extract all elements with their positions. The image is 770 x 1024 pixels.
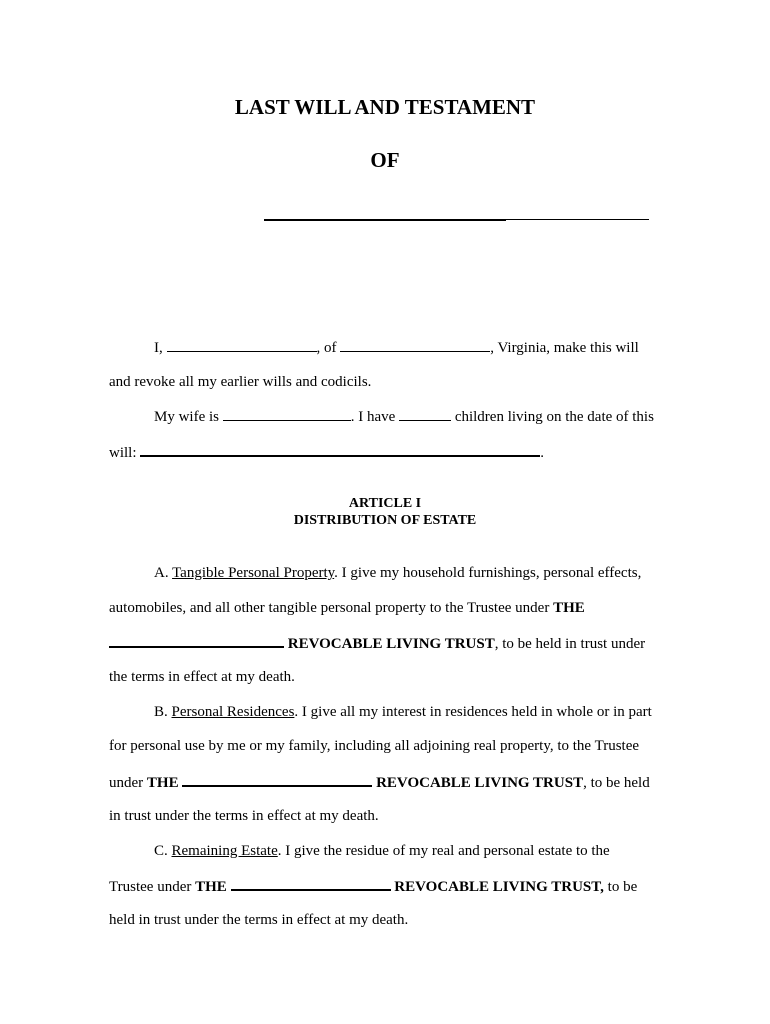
section-b-line-4: in trust under the terms in effect at my death. [109,808,379,824]
section-a-title: Tangible Personal Property [172,565,335,581]
section-a-line-3: REVOCABLE LIVING TRUST, to be held in trust under [109,633,645,653]
section-c-line-1: C. Remaining Estate. I give the residue of my real and personal estate to the [154,843,610,859]
trust-name-blank-a[interactable] [109,633,284,648]
document-title: LAST WILL AND TESTAMENT [234,95,536,119]
document-title-of: OF [370,148,400,172]
section-c-line-3: held in trust under the terms in effect at my death. [109,912,409,928]
intro-line-1: I, , of , Virginia, make this will [154,340,639,356]
article-number: ARTICLE I [348,496,422,511]
section-a-line-4: the terms in effect at my death. [109,669,295,685]
section-c-line-2: Trustee under THE REVOCABLE LIVING TRUST, to be [109,876,637,896]
section-b-title: Personal Residences [171,704,295,720]
section-a-line-2: automobiles, and all other tangible personal property to the Trustee under THE [109,600,585,616]
testator-blank[interactable] [167,338,317,352]
section-b-line-2: for personal use by me or my family, including all adjoining real property, to the Trustee [109,738,640,754]
section-a-line-1: A. Tangible Personal Property. I give my household furnishings, personal effects, [154,565,642,581]
intro-line-2: and revoke all my earlier wills and codicils. [109,374,372,390]
article-heading: DISTRIBUTION OF ESTATE [293,513,477,528]
intro-line-4: will: . [109,442,544,462]
trust-name-blank-c[interactable] [231,876,391,891]
intro-line-3: My wife is . I have children living on the date of this [154,409,654,425]
section-b-line-1: B. Personal Residences. I give all my interest in residences held in whole or in part [154,704,652,720]
children-count-blank[interactable] [399,407,451,421]
section-c-title: Remaining Estate [171,843,278,859]
wife-name-blank[interactable] [223,407,351,421]
children-names-blank[interactable] [140,442,540,457]
section-b-line-3: under THE REVOCABLE LIVING TRUST, to be held [109,772,650,792]
trust-name-blank-b[interactable] [182,772,372,787]
city-blank[interactable] [340,338,490,352]
